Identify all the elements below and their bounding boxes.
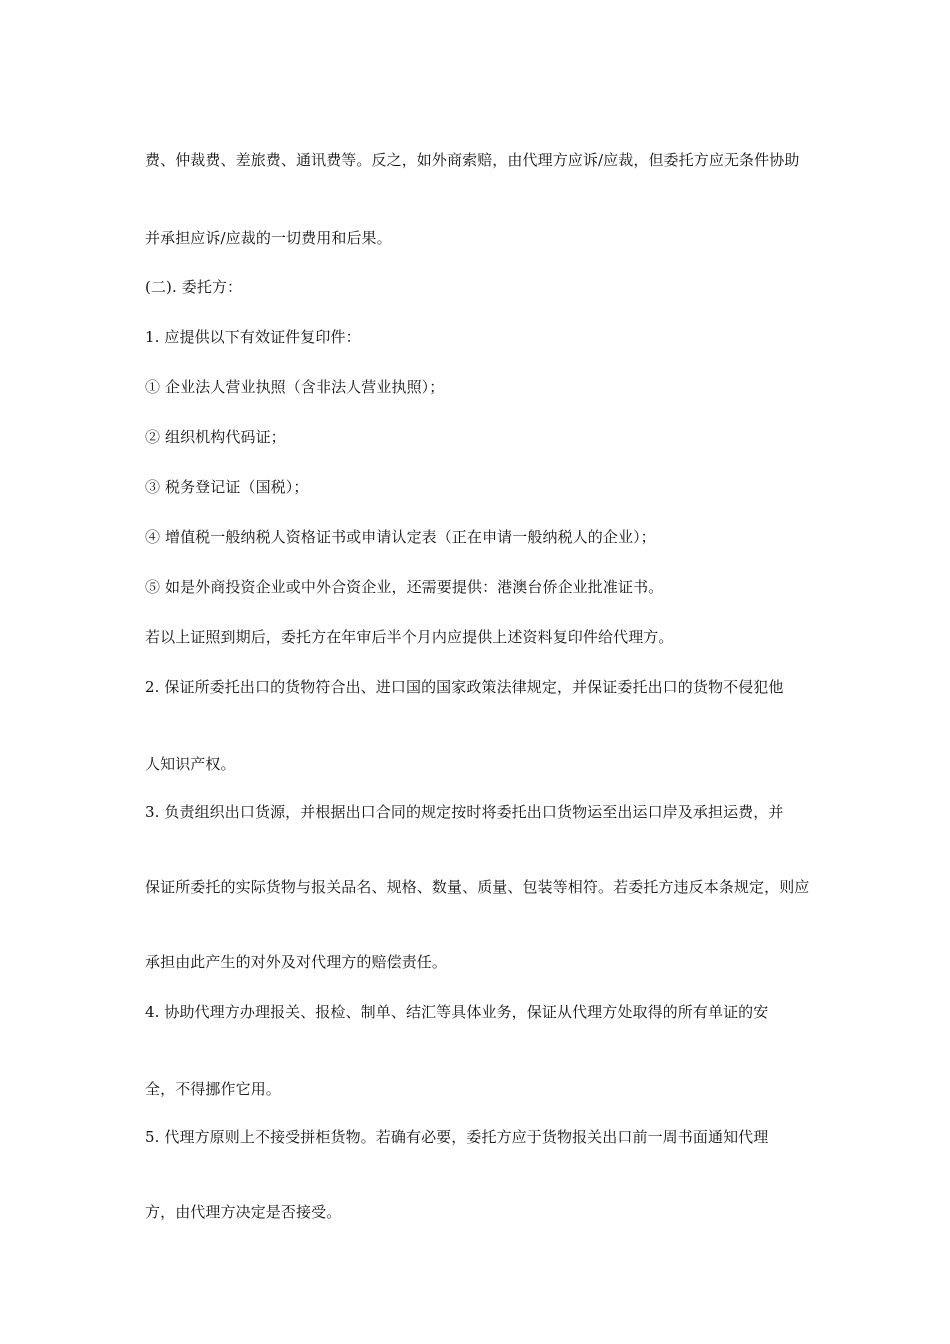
paragraph-costs-continued: 费、仲裁费、差旅费、通讯费等。反之，如外商索赔，由代理方应诉/应裁，但委托方应无条件协助	[145, 151, 800, 169]
list-item-tax-registration: ③ 税务登记证（国税）；	[145, 478, 309, 496]
paragraph-expiry-note: 若以上证照到期后，委托方在年审后半个月内应提供上述资料复印件给代理方。	[145, 628, 674, 646]
clause-4-continued: 全，不得挪作它用。	[145, 1080, 281, 1098]
list-item-foreign-investment: ⑤ 如是外商投资企业或中外合资企业，还需要提供：港澳台侨企业批准证书。	[145, 578, 664, 596]
clause-3-liability: 承担由此产生的对外及对代理方的赔偿责任。	[145, 953, 448, 971]
clause-2: 2. 保证所委托出口的货物符合出、进口国的国家政策法律规定，并保证委托出口的货物不侵犯他	[145, 678, 784, 696]
list-item-organization-code: ② 组织机构代码证；	[145, 428, 286, 446]
clause-5-continued: 方，由代理方决定是否接受。	[145, 1203, 342, 1221]
clause-2-continued: 人知识产权。	[145, 755, 236, 773]
section-heading-principal: (二). 委托方：	[145, 278, 243, 296]
clause-3-continued: 保证所委托的实际货物与报关品名、规格、数量、质量、包装等相符。若委托方违反本条规定，则应	[145, 878, 810, 896]
clause-4: 4. 协助代理方办理报关、报检、制单、结汇等具体业务，保证从代理方处取得的所有单证的安	[145, 1003, 769, 1021]
clause-5: 5. 代理方原则上不接受拼柜货物。若确有必要，委托方应于货物报关出口前一周书面通知代理	[145, 1128, 769, 1146]
list-item-business-license: ① 企业法人营业执照（含非法人营业执照）；	[145, 378, 445, 396]
clause-3: 3. 负责组织出口货源，并根据出口合同的规定按时将委托出口货物运至出运口岸及承担运费，并	[145, 803, 784, 821]
list-item-vat-qualification: ④ 增值税一般纳税人资格证书或申请认定表（正在申请一般纳税人的企业）；	[145, 528, 656, 546]
clause-1: 1. 应提供以下有效证件复印件：	[145, 328, 361, 346]
paragraph-bear-costs: 并承担应诉/应裁的一切费用和后果。	[145, 229, 392, 247]
